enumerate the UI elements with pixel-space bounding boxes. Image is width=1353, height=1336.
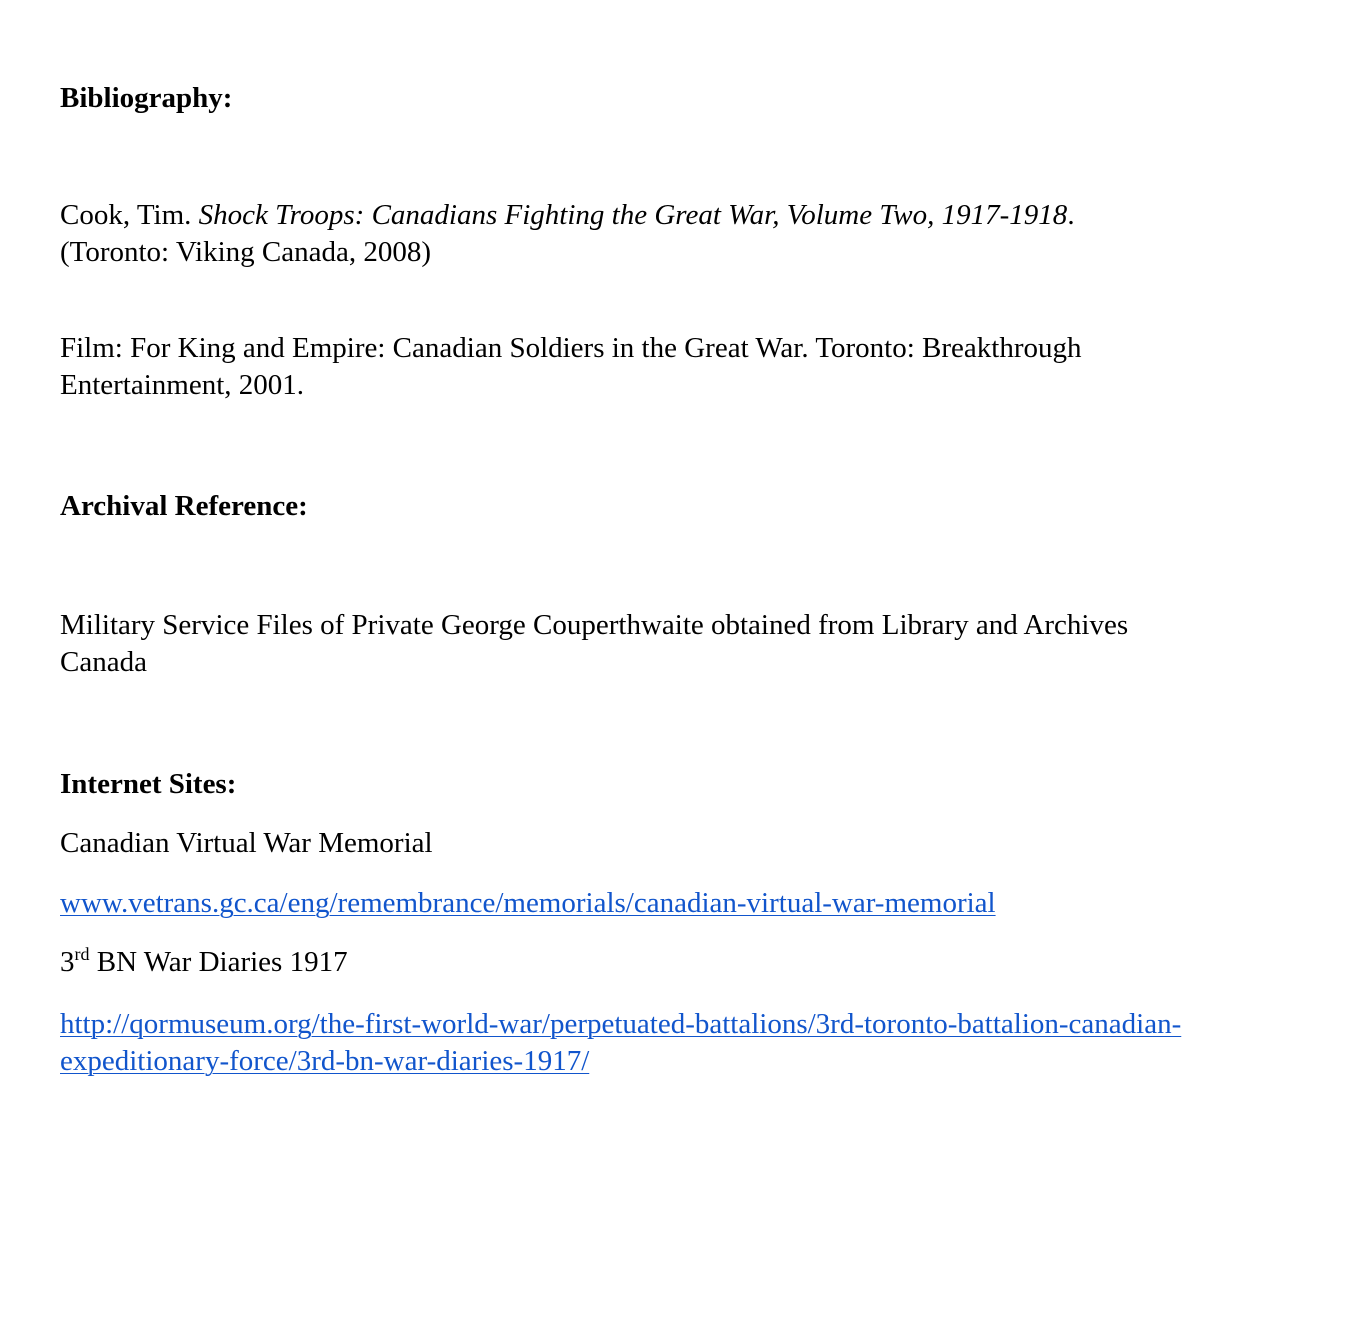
site-2-link-line-1 (60, 1006, 1181, 1043)
bibliography-entry-cook (60, 197, 1075, 271)
site-2-name (60, 944, 348, 981)
archival-entry (60, 607, 1128, 681)
archival-heading: Archival Reference: (60, 490, 308, 522)
site-2-link-part-1[interactable]: http://qormuseum.org/the-first-world-war/perpetuated-battalions/3rd-toronto-battalion-canadian- (60, 1008, 1182, 1040)
site-1-link-line (60, 885, 996, 922)
internet-sites-heading: Internet Sites: (60, 768, 237, 800)
cook-title-period: . (1067, 199, 1075, 231)
archival-line-1: Military Service Files of Private George Couperthwaite obtained from Library and Archives (60, 609, 1129, 641)
site-1-link[interactable]: www.vetrans.gc.ca/eng/remembrance/memorials/canadian-virtual-war-memorial (60, 887, 996, 919)
site-2-link-part-2[interactable]: expeditionary-force/3rd-bn-war-diaries-1917/ (60, 1045, 590, 1077)
bibliography-heading: Bibliography: (60, 82, 233, 114)
site-1-name: Canadian Virtual War Memorial (60, 827, 433, 859)
archival-line-2: Canada (60, 646, 147, 678)
site-2-link-block (60, 1006, 1181, 1080)
bibliography-entry-film (60, 330, 1082, 404)
site-2-ordinal-suffix: rd (74, 944, 90, 964)
cook-line-1 (60, 197, 1075, 234)
film-line-1: Film: For King and Empire: Canadian Soldiers in the Great War. Toronto: Breakthrough (60, 332, 1082, 364)
film-line-2: Entertainment, 2001. (60, 369, 305, 401)
site-2-link-line-2 (60, 1043, 1181, 1080)
site-2-name-rest: BN War Diaries 1917 (89, 946, 348, 978)
cook-publication: (Toronto: Viking Canada, 2008) (60, 236, 432, 268)
site-2-number: 3 (60, 946, 75, 978)
cook-title: Shock Troops: Canadians Fighting the Great War, Volume Two, 1917-1918 (198, 199, 1068, 231)
cook-author: Cook, Tim. (60, 199, 199, 231)
